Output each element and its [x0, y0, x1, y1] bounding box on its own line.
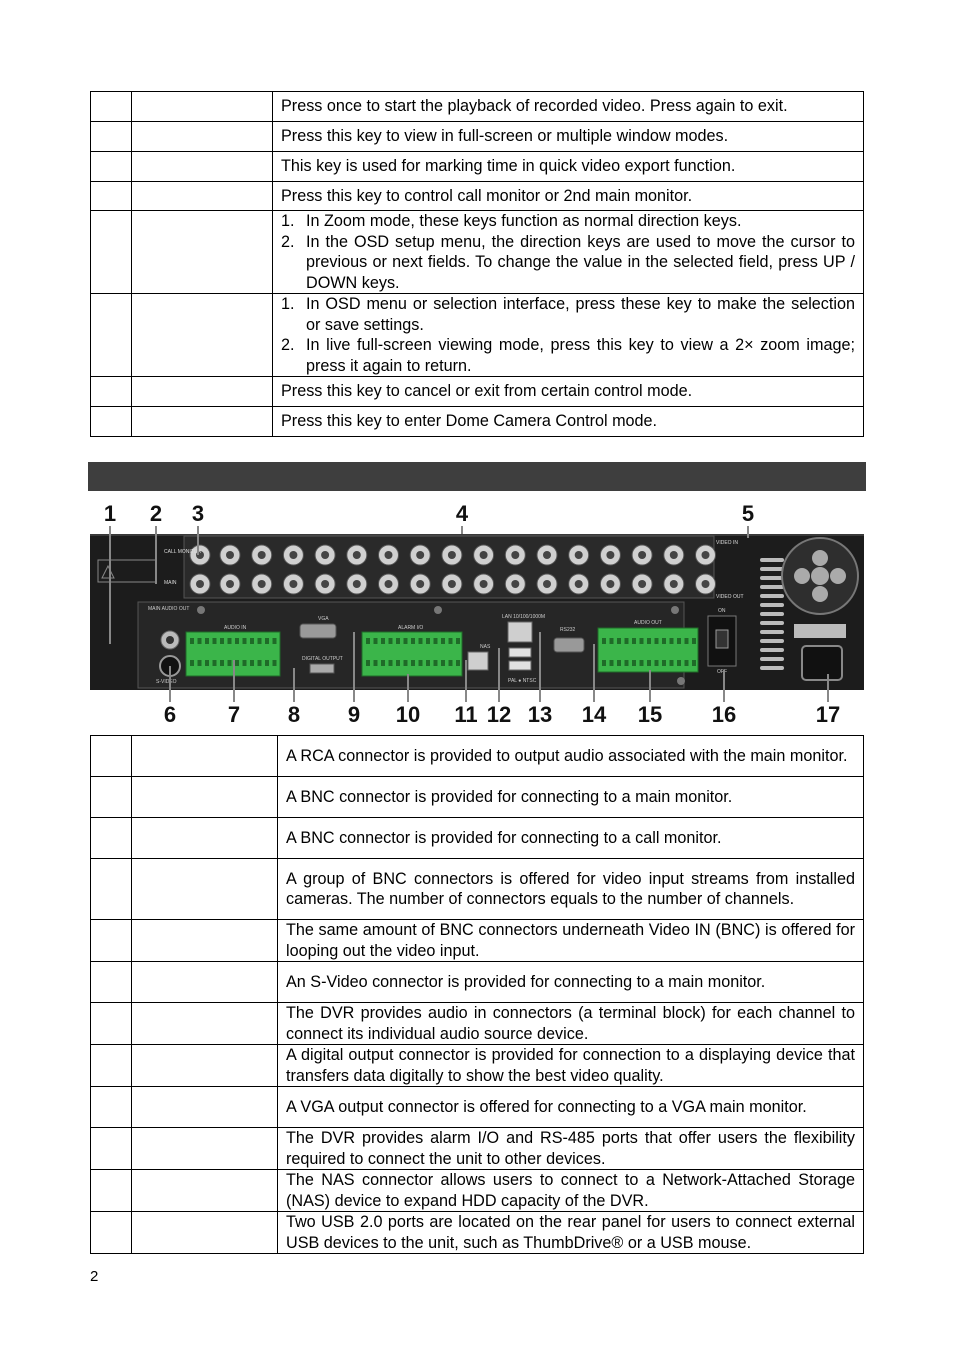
- alarm-io-label: ALARM I/O: [398, 625, 424, 631]
- row-name: [132, 736, 278, 777]
- rear-panel-diagram: [88, 498, 866, 730]
- list-item: [281, 211, 855, 232]
- row-id: [91, 1045, 132, 1087]
- row-description: Press this key to view in full-screen or multiple window modes.: [273, 122, 864, 152]
- callout-number: 17: [815, 702, 841, 727]
- row-id: [91, 920, 132, 962]
- row-id: [91, 407, 132, 437]
- power-label-plate: [794, 624, 846, 638]
- row-name: [132, 1128, 278, 1170]
- nas-port: [468, 652, 488, 670]
- row-name: [132, 122, 273, 152]
- callout-number: 14: [581, 702, 607, 727]
- digital-output-connector: [310, 664, 334, 673]
- row-description: [273, 211, 864, 294]
- rs232-label: RS232: [560, 627, 576, 633]
- table-row: [91, 182, 864, 211]
- table-row: [91, 1170, 864, 1212]
- callout-number: 5: [741, 501, 755, 526]
- numbered-list: [281, 294, 855, 376]
- row-description: An S-Video connector is provided for connecting to a main monitor.: [278, 962, 864, 1003]
- callout-number: 11: [454, 702, 478, 727]
- list-text: In Zoom mode, these keys function as normal direction keys.: [306, 212, 742, 230]
- row-name: [132, 1170, 278, 1212]
- row-description: The DVR provides alarm I/O and RS-485 ports that offer users the flexibility required to connect the unit to other devices.: [278, 1128, 864, 1170]
- callout-number: 9: [347, 702, 361, 727]
- usb-port: [509, 648, 531, 657]
- section-heading-bar: [88, 462, 866, 491]
- callout-number: 16: [711, 702, 737, 727]
- table-row: [91, 1045, 864, 1087]
- row-name: [132, 211, 273, 294]
- video-out-label: VIDEO OUT: [716, 594, 744, 600]
- row-id: [91, 152, 132, 182]
- off-label: OFF: [717, 669, 727, 675]
- numbered-list: [281, 211, 855, 293]
- row-description: The same amount of BNC connectors underneath Video IN (BNC) is offered for looping out the video input.: [278, 920, 864, 962]
- video-in-label: VIDEO IN: [716, 540, 738, 546]
- row-description: The DVR provides audio in connectors (a terminal block) for each channel to connect its individual audio source device.: [278, 1003, 864, 1045]
- page-number: 2: [90, 1268, 99, 1285]
- row-name: [132, 777, 278, 818]
- row-name: [132, 920, 278, 962]
- row-id: [91, 962, 132, 1003]
- row-id: [91, 1212, 132, 1254]
- callout-number: 4: [455, 501, 469, 526]
- table-row: [91, 777, 864, 818]
- row-description: Press once to start the playback of recorded video. Press again to exit.: [273, 92, 864, 122]
- row-id: [91, 182, 132, 211]
- connectors-table: [90, 735, 864, 1254]
- callout-number: 1: [103, 501, 117, 526]
- callout-number: 15: [637, 702, 663, 727]
- callout-number: 3: [191, 501, 205, 526]
- table-row: [91, 92, 864, 122]
- row-id: [91, 818, 132, 859]
- rs232-connector: [554, 638, 584, 652]
- row-name: [132, 1087, 278, 1128]
- row-description: This key is used for marking time in quick video export function.: [273, 152, 864, 182]
- row-description: A BNC connector is provided for connecting to a main monitor.: [278, 777, 864, 818]
- table-row: [91, 1212, 864, 1254]
- row-description: [273, 294, 864, 377]
- call-monitor-label: CALL MONITOR: [164, 549, 202, 555]
- row-description: A BNC connector is provided for connecting to a call monitor.: [278, 818, 864, 859]
- main-audio-out-label: MAIN AUDIO OUT: [148, 606, 190, 612]
- row-name: [132, 859, 278, 920]
- row-description: Press this key to control call monitor or 2nd main monitor.: [273, 182, 864, 211]
- row-id: [91, 92, 132, 122]
- row-id: [91, 294, 132, 377]
- list-number: 1.: [281, 212, 295, 230]
- row-id: [91, 1003, 132, 1045]
- digital-output-label: DIGITAL OUTPUT: [302, 656, 343, 662]
- row-name: [132, 377, 273, 407]
- lan-port: [508, 622, 532, 642]
- pal-ntsc-label: PAL ● NTSC: [508, 678, 537, 684]
- table-row: [91, 1087, 864, 1128]
- row-id: [91, 1170, 132, 1212]
- lan-label: LAN 10/100/1000M: [502, 614, 546, 620]
- list-item: [281, 335, 855, 376]
- vga-connector: [300, 624, 336, 638]
- rear-panel-figure: [88, 498, 866, 730]
- list-number: 2.: [281, 232, 295, 251]
- callout-number: 2: [149, 501, 163, 526]
- callout-number: 13: [527, 702, 553, 727]
- audio-out-label: AUDIO OUT: [634, 620, 662, 626]
- table-row: [91, 152, 864, 182]
- power-socket: [802, 646, 842, 680]
- keys-table: [90, 91, 864, 437]
- audio-in-label: AUDIO IN: [224, 625, 247, 631]
- on-label: ON: [718, 608, 726, 614]
- table-row: [91, 818, 864, 859]
- table-row: [91, 736, 864, 777]
- row-name: [132, 182, 273, 211]
- callout-number: 10: [395, 702, 421, 727]
- row-id: [91, 1087, 132, 1128]
- list-item: [281, 294, 855, 335]
- list-text: In the OSD setup menu, the direction keys are used to move the cursor to previous or next fields. To change the value in the selected field, press UP / DOWN keys.: [306, 232, 855, 292]
- table-row: [91, 859, 864, 920]
- row-name: [132, 152, 273, 182]
- row-id: [91, 377, 132, 407]
- row-description: Press this key to cancel or exit from certain control mode.: [273, 377, 864, 407]
- list-number: 1.: [281, 295, 295, 313]
- row-description: Press this key to enter Dome Camera Control mode.: [273, 407, 864, 437]
- row-id: [91, 1128, 132, 1170]
- row-name: [132, 818, 278, 859]
- table-row: [91, 294, 864, 377]
- callout-number: 12: [486, 702, 512, 727]
- callout-number: 7: [227, 702, 241, 727]
- vga-label: VGA: [318, 616, 329, 622]
- usb-port: [509, 661, 531, 670]
- row-description: A RCA connector is provided to output audio associated with the main monitor.: [278, 736, 864, 777]
- row-name: [132, 407, 273, 437]
- table-row: [91, 377, 864, 407]
- row-id: [91, 211, 132, 294]
- row-name: [132, 1003, 278, 1045]
- row-id: [91, 736, 132, 777]
- list-number: 2.: [281, 336, 295, 354]
- s-video-label: S-VIDEO: [156, 679, 177, 685]
- table-row: [91, 211, 864, 294]
- table-row: [91, 1128, 864, 1170]
- table-row: [91, 407, 864, 437]
- row-id: [91, 777, 132, 818]
- row-description: A VGA output connector is offered for connecting to a VGA main monitor.: [278, 1087, 864, 1128]
- list-item: [281, 232, 855, 294]
- list-text: In live full-screen viewing mode, press this key to view a 2× zoom image; press it again to return.: [306, 336, 855, 375]
- row-id: [91, 122, 132, 152]
- nas-label: NAS: [480, 644, 491, 650]
- row-name: [132, 294, 273, 377]
- main-label: MAIN: [164, 580, 177, 586]
- row-description: A digital output connector is provided for connection to a displaying device that transfers data digitally to show the best video quality.: [278, 1045, 864, 1087]
- row-name: [132, 92, 273, 122]
- callout-number: 6: [163, 702, 177, 727]
- table-row: [91, 1003, 864, 1045]
- row-description: The NAS connector allows users to connect to a Network-Attached Storage (NAS) device to expand HDD capacity of the DVR.: [278, 1170, 864, 1212]
- callout-number: 8: [287, 702, 301, 727]
- row-name: [132, 962, 278, 1003]
- table-row: [91, 122, 864, 152]
- row-description: Two USB 2.0 ports are located on the rear panel for users to connect external USB devices to the unit, such as ThumbDrive® or a USB mouse.: [278, 1212, 864, 1254]
- row-name: [132, 1212, 278, 1254]
- table-row: [91, 962, 864, 1003]
- row-name: [132, 1045, 278, 1087]
- row-id: [91, 859, 132, 920]
- row-description: A group of BNC connectors is offered for video input streams from installed cameras. The number of connectors equals to the number of channels.: [278, 859, 864, 920]
- table-row: [91, 920, 864, 962]
- list-text: In OSD menu or selection interface, press these key to make the selection or save settings.: [306, 295, 855, 334]
